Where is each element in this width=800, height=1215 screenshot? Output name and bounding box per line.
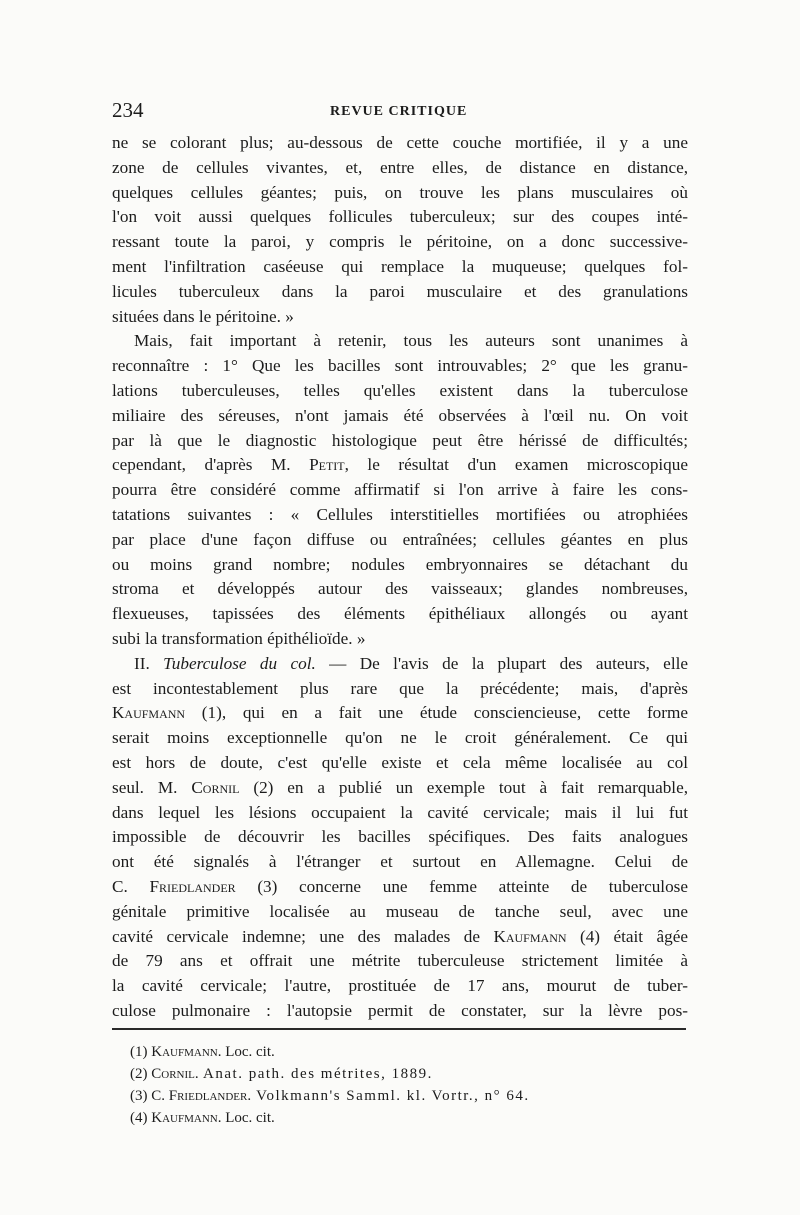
author-name: Kaufmann: [112, 703, 186, 723]
footnote-text: Loc. cit.: [221, 1044, 275, 1060]
text-line: par là que le diagnostic histologique peut être hérissé de difficultés;: [112, 430, 688, 450]
text-span: cependant, d'après M.: [112, 455, 310, 475]
page-number: 234: [112, 98, 144, 122]
text-line: miliaire des séreuses, n'ont jamais été observées à l'œil nu. On voit: [112, 405, 688, 425]
footnote-author: Cornil.: [151, 1066, 199, 1082]
text-line: la cavité cervicale; l'autre, prostituée de 17 ans, mourut de tuber-: [112, 976, 688, 996]
text-line: zone de cellules vivantes, et, entre elles, de distance en distance,: [112, 157, 688, 177]
running-title: REVUE CRITIQUE: [330, 104, 468, 119]
text-line: dans lequel les lésions occupaient la cavité cervicale; mais il lui fut: [112, 802, 688, 822]
footnote: [130, 1107, 670, 1129]
footnote: [130, 1063, 670, 1085]
footnotes: [130, 1041, 670, 1129]
text-line: ne se colorant plus; au-dessous de cette couche mortifiée, il y a une: [112, 133, 688, 152]
author-name: Cornil: [191, 777, 240, 797]
body-text: [112, 131, 688, 1024]
text-line: culose pulmonaire : l'autopsie permit de constater, sur la lèvre pos-: [112, 1000, 688, 1020]
author-name: Petit: [309, 455, 345, 475]
text-line: est hors de doute, c'est qu'elle existe et cela même localisée au col: [112, 752, 688, 772]
footnote: [130, 1085, 670, 1107]
author-name: Friedlander: [149, 876, 236, 896]
page-header: [112, 98, 686, 128]
text-span: — De l'avis de la plupart des auteurs, elle: [315, 653, 688, 673]
text-line: par place d'une façon diffuse ou entraînées; cellules géantes en plus: [112, 529, 688, 549]
footnote-author: Kaufmann.: [151, 1044, 222, 1060]
text-line: flexueuses, tapissées des éléments épithéliaux allongés ou ayant: [112, 604, 688, 624]
text-span: II.: [134, 653, 164, 673]
footnote-text: Anat. path. des métrites, 1889.: [198, 1066, 433, 1082]
footnote-number: (4): [130, 1110, 148, 1126]
text-span: (4) était âgée: [566, 926, 688, 946]
text-line: situées dans le péritoine. »: [112, 306, 294, 326]
text-line: ressant toute la paroi, y compris le péritoine, on a donc successive-: [112, 232, 688, 252]
footnote-author: Kaufmann.: [151, 1110, 222, 1126]
text-line: licules tuberculeux dans la paroi musculaire et des granulations: [112, 281, 688, 301]
text-line: serait moins exceptionnelle qu'on ne le croit généralement. Ce qui: [112, 728, 688, 748]
text-span: , le résultat d'un examen microscopique: [344, 455, 688, 475]
author-name: Kaufmann: [493, 926, 567, 946]
footnote-text: Volkmann's Samml. kl. Vortr., n° 64.: [251, 1088, 530, 1104]
text-line: est incontestablement plus rare que la précédente; mais, d'après: [112, 678, 688, 698]
text-line: [112, 925, 688, 950]
text-span: (3) concerne une femme atteinte de tuberculose: [235, 876, 688, 896]
footnote-text: Loc. cit.: [221, 1110, 275, 1126]
text-line: génitale primitive localisée au museau de tanche seul, avec une: [112, 901, 688, 921]
text-line: ont été signalés à l'étranger et surtout en Allemagne. Celui de: [112, 852, 688, 872]
text-line: subi la transformation épithélioïde. »: [112, 628, 366, 648]
footnote-author: C. Friedlander.: [151, 1088, 252, 1104]
text-line: [112, 652, 688, 677]
text-span: cavité cervicale indemne; une des malades de: [112, 926, 494, 946]
text-line: ment l'infiltration caséeuse qui remplace la muqueuse; quelques fol-: [112, 256, 688, 276]
text-line: l'on voit aussi quelques follicules tuberculeux; sur des coupes inté-: [112, 207, 688, 227]
footnote-number: (2): [130, 1066, 148, 1082]
text-line: pourra être considéré comme affirmatif si l'on arrive à faire les cons-: [112, 480, 688, 500]
text-line: reconnaître : 1° Que les bacilles sont introuvables; 2° que les granu-: [112, 356, 688, 376]
text-line: impossible de découvrir les bacilles spécifiques. Des faits analogues: [112, 827, 688, 847]
text-line: quelques cellules géantes; puis, on trouve les plans musculaires où: [112, 182, 688, 202]
text-line: [112, 875, 688, 900]
footnote-separator: [112, 1028, 686, 1030]
footnote-number: (3): [130, 1088, 148, 1104]
footnote: [130, 1041, 670, 1063]
text-line: [112, 701, 688, 726]
text-line: de 79 ans et offrait une métrite tuberculeuse strictement limitée à: [112, 951, 688, 971]
section-title: Tuberculose du col.: [163, 653, 316, 673]
text-line: [112, 776, 688, 801]
text-line: tatations suivantes : « Cellules interstitielles mortifiées ou atrophiées: [112, 504, 688, 524]
footnote-number: (1): [130, 1044, 148, 1060]
text-span: (2) en a publié un exemple tout à fait remarquable,: [239, 777, 688, 797]
text-span: (1), qui en a fait une étude consciencieuse, cette forme: [185, 703, 688, 723]
text-line: stroma et développés autour des vaisseaux; glandes nombreuses,: [112, 579, 688, 599]
text-span: seul. M.: [112, 777, 192, 797]
text-line: ou moins grand nombre; nodules embryonnaires se détachant du: [112, 554, 688, 574]
text-span: C.: [112, 876, 150, 896]
text-line: lations tuberculeuses, telles qu'elles existent dans la tuberculose: [112, 380, 688, 400]
text-line: Mais, fait important à retenir, tous les auteurs sont unanimes à: [134, 331, 688, 351]
text-line: [112, 453, 688, 478]
